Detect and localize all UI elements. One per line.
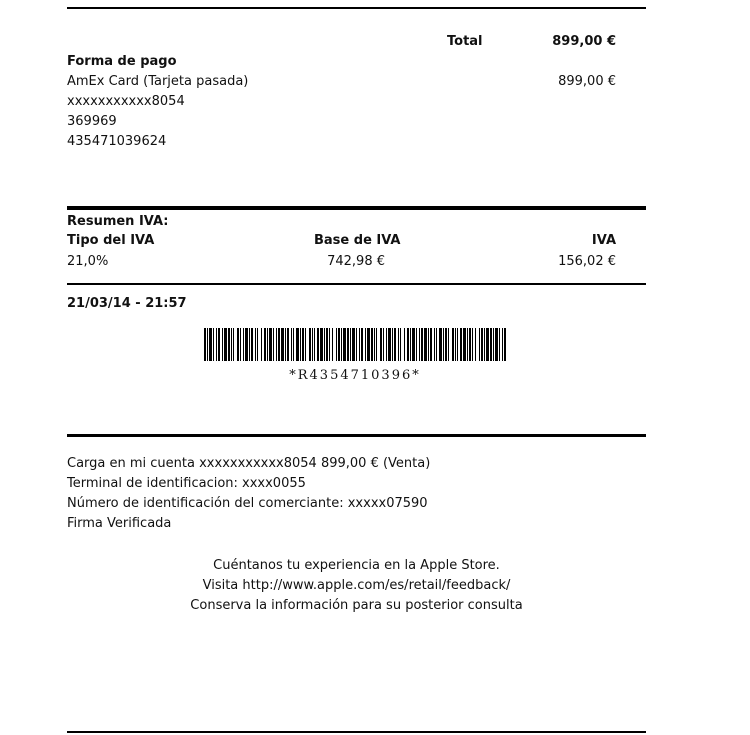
vat-amount-value: 156,02 € bbox=[558, 254, 616, 269]
vat-rate-header: Tipo del IVA bbox=[67, 233, 155, 248]
top-divider bbox=[67, 7, 646, 9]
charge-line: Carga en mi cuenta xxxxxxxxxxx8054 899,00 € (Venta) bbox=[67, 456, 431, 471]
card-number: xxxxxxxxxxx8054 bbox=[67, 94, 185, 109]
vat-base-value: 742,98 € bbox=[327, 254, 385, 269]
payment-amount: 899,00 € bbox=[558, 74, 616, 89]
total-label: Total bbox=[447, 34, 483, 49]
vat-divider-bottom bbox=[67, 283, 646, 285]
vat-summary-title: Resumen IVA: bbox=[67, 214, 169, 229]
reference-number: 435471039624 bbox=[67, 134, 167, 149]
footer-line-3: Conserva la información para su posterior consulta bbox=[190, 598, 523, 613]
vat-amount-header: IVA bbox=[591, 233, 616, 248]
footer-line-1: Cuéntanos tu experiencia en la Apple Store. bbox=[213, 558, 500, 573]
payment-heading: Forma de pago bbox=[67, 54, 177, 69]
merchant-line: Número de identificación del comerciante: xxxxx07590 bbox=[67, 496, 428, 511]
vat-rate-value: 21,0% bbox=[67, 254, 109, 269]
transaction-datetime: 21/03/14 - 21:57 bbox=[67, 296, 187, 311]
payment-method: AmEx Card (Tarjeta pasada) bbox=[67, 74, 249, 89]
bottom-divider bbox=[67, 731, 646, 733]
total-amount: 899,00 € bbox=[552, 34, 616, 49]
auth-code: 369969 bbox=[67, 114, 117, 129]
terminal-line: Terminal de identificacion: xxxx0055 bbox=[67, 476, 306, 491]
transaction-divider bbox=[67, 434, 646, 437]
vat-divider-top bbox=[67, 206, 646, 210]
signature-line: Firma Verificada bbox=[67, 516, 172, 531]
barcode-image bbox=[204, 328, 506, 361]
barcode-text: *R4354710396* bbox=[289, 368, 421, 383]
vat-base-header: Base de IVA bbox=[314, 233, 401, 248]
footer-line-2: Visita http://www.apple.com/es/retail/feedback/ bbox=[202, 578, 511, 593]
